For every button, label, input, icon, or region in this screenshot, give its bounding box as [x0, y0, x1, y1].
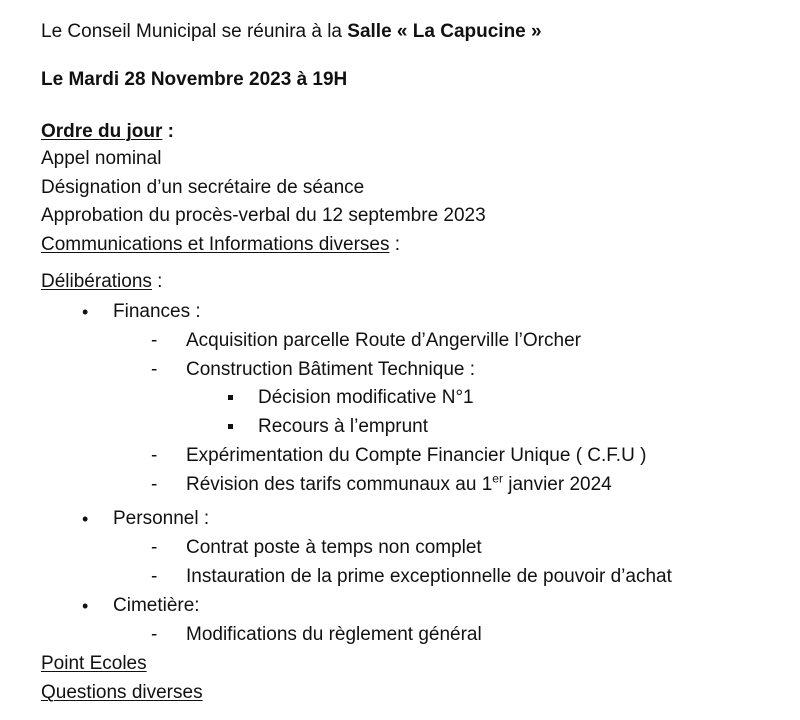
agenda-item: Approbation du procès-verbal du 12 septembre 2023 [41, 205, 486, 226]
communications-suffix: : [389, 234, 401, 255]
finances-label: Finances : [113, 301, 201, 322]
finances-subitem: Acquisition parcelle Route d’Angerville l’Orcher [186, 330, 581, 351]
dash-icon: - [151, 330, 158, 351]
dash-icon: - [151, 359, 158, 380]
deliberations-suffix: : [151, 271, 163, 292]
personnel-subitem: Instauration de la prime exceptionnelle de pouvoir d’achat [186, 566, 672, 587]
dash-icon: - [151, 445, 158, 466]
deliberations-title: Délibérations [41, 271, 152, 292]
finances-subitem: Expérimentation du Compte Financier Unique ( C.F.U ) [186, 445, 647, 466]
revision-text: Révision des tarifs communaux au 1 [186, 474, 493, 495]
revision-text-end: janvier 2024 [502, 474, 612, 495]
agenda-item: Désignation d’un secrétaire de séance [41, 177, 365, 198]
point-ecoles: Point Ecoles [41, 653, 147, 674]
communications-line [41, 234, 400, 256]
square-bullet-icon [228, 424, 233, 429]
intro-text: Le Conseil Municipal se réunira à la [41, 21, 348, 42]
dash-icon: - [151, 566, 158, 587]
dash-icon: - [151, 537, 158, 558]
bullet-icon: • [82, 596, 89, 616]
personnel-subitem: Contrat poste à temps non complet [186, 537, 482, 558]
agenda-item: Appel nominal [41, 148, 162, 169]
intro-line [41, 21, 542, 43]
dash-icon: - [151, 474, 158, 495]
revision-superscript: er [492, 471, 503, 486]
bullet-icon: • [82, 509, 89, 529]
finances-subitem: Construction Bâtiment Technique : [186, 359, 476, 380]
finances-subitem-revision [186, 471, 612, 496]
agenda-title: Ordre du jour [41, 121, 163, 142]
meeting-date: Le Mardi 28 Novembre 2023 à 19H [41, 69, 348, 90]
deliberations-heading [41, 271, 162, 293]
questions-diverses: Questions diverses [41, 682, 203, 703]
construction-subitem: Décision modificative N°1 [258, 387, 474, 408]
cimetiere-subitem: Modifications du règlement général [186, 624, 482, 645]
communications-title: Communications et Informations diverses [41, 234, 390, 255]
venue-name: Salle « La Capucine » [347, 21, 542, 42]
dash-icon: - [151, 624, 158, 645]
square-bullet-icon [228, 395, 233, 400]
bullet-icon: • [82, 302, 89, 322]
agenda-heading [41, 121, 174, 143]
construction-subitem: Recours à l’emprunt [258, 416, 429, 437]
agenda-title-suffix: : [162, 121, 175, 142]
personnel-label: Personnel : [113, 508, 210, 529]
cimetiere-label: Cimetière: [113, 595, 200, 616]
